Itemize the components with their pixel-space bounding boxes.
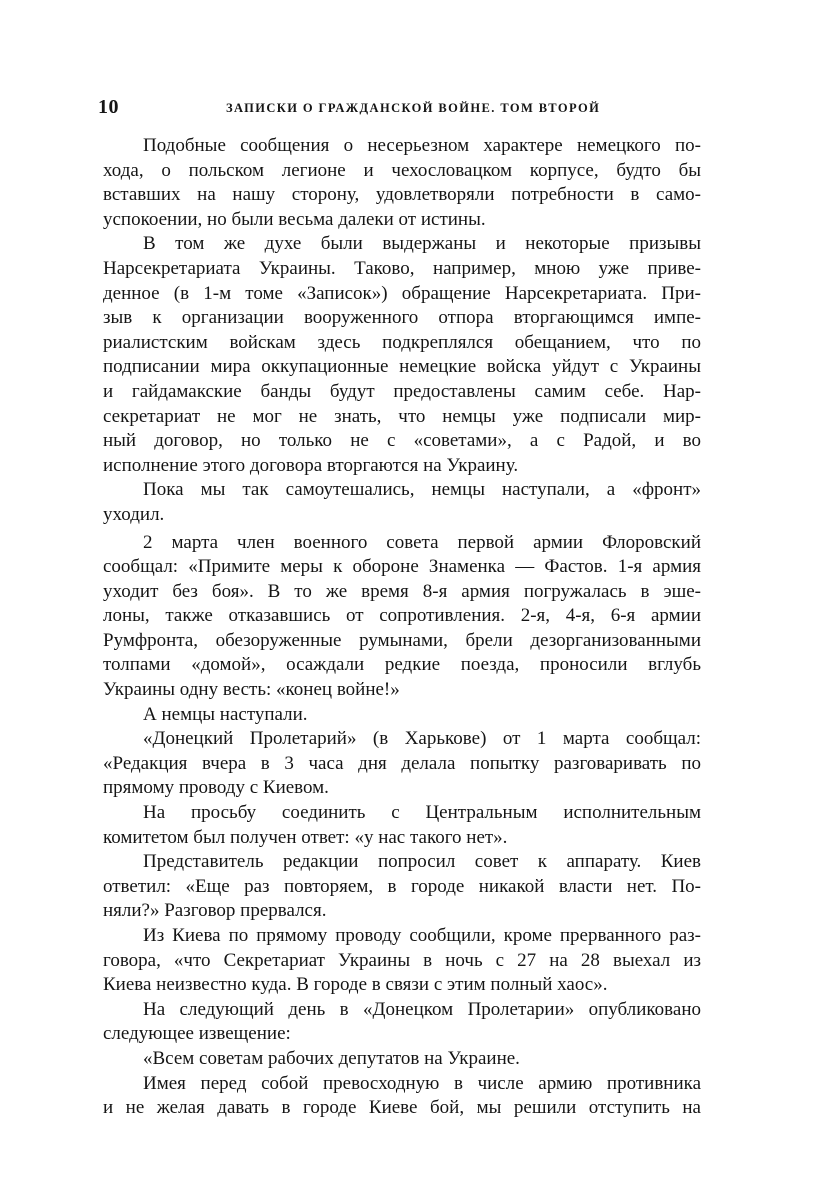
text-line: На просьбу соединить с Центральным исполнительным (143, 802, 701, 824)
text-line: следующее извещение: (103, 1023, 291, 1045)
text-line: Подобные сообщения о несерьезном характере немецкого по- (143, 135, 701, 156)
text-line: сообщал: «Примите меры к обороне Знаменка — Фастов. 1-я армия (103, 556, 701, 578)
text-line: Имея перед собой превосходную в числе армию противника (143, 1072, 701, 1094)
text-line: Киева неизвестно куда. В городе в связи с этим полный хаос». (103, 974, 608, 996)
text-line: В том же духе были выдержаны и некоторые призывы (143, 233, 701, 255)
text-line: уходил. (103, 503, 165, 525)
text-line: исполнение этого договора вторгаются на Украину. (103, 454, 519, 476)
text-line: хода, о польском легионе и чехословацком корпусе, будто бы (103, 159, 701, 181)
text-line: «Всем советам рабочих депутатов на Украине. (143, 1047, 520, 1069)
text-line: успокоении, но были весьма далеки от истины. (103, 208, 486, 230)
text-line: толпами «домой», осаждали редкие поезда, проносили вглубь (103, 654, 701, 676)
text-line: Пока мы так самоутешались, немцы наступали, а «фронт» (143, 479, 701, 501)
running-title: ЗАПИСКИ О ГРАЖДАНСКОЙ ВОЙНЕ. ТОМ ВТОРОЙ (226, 101, 601, 115)
text-line: Румфронта, обезоруженные румынами, брели дезорганизованными (103, 629, 701, 651)
page-header (98, 96, 708, 120)
text-line: и гайдамакские банды будут предоставлены самим себе. Нар- (103, 380, 701, 402)
text-line: Из Киева по прямому проводу сообщили, кроме прерванного раз- (143, 925, 701, 946)
text-line: няли?» Разговор прервался. (103, 900, 327, 922)
text-line: уходит без боя». В то же время 8-я армия погружалась в эше- (103, 580, 701, 602)
text-line: «Донецкий Пролетарий» (в Харькове) от 1 марта сообщал: (143, 728, 701, 750)
text-line: 2 марта член военного совета первой армии Флоровский (143, 531, 701, 553)
text-line: прямому проводу с Киевом. (103, 777, 329, 799)
text-line: секретариат не мог не знать, что немцы уже подписали мир- (103, 405, 701, 427)
text-line: денное (в 1-м томе «Записок») обращение Нарсекретариата. При- (103, 282, 701, 304)
text-line: зыв к организации вооруженного отпора вторгающимся импе- (103, 307, 701, 329)
text-line: подписании мира оккупационные немецкие войска уйдут с Украины (103, 356, 701, 378)
text-line: и не желая давать в городе Киеве бой, мы решили отступить на (103, 1097, 701, 1119)
text-line: Украины одну весть: «конец войне!» (103, 679, 400, 701)
text-line: лоны, также отказавшись от сопротивления. 2-я, 4-я, 6-я армии (103, 605, 701, 627)
text-line: говора, «что Секретариат Украины в ночь с 27 на 28 выехал из (103, 949, 701, 971)
text-line: ный договор, но только не с «советами», а с Радой, и во (103, 430, 701, 452)
text-line: комитетом был получен ответ: «у нас такого нет». (103, 826, 508, 848)
text-line: риалистским войскам здесь подкреплялся обещанием, что по (103, 331, 701, 353)
text-line: вставших на нашу сторону, удовлетворяли потребности в само- (103, 184, 701, 206)
text-line: ответил: «Еще раз повторяем, в городе никакой власти нет. По- (103, 875, 701, 897)
page-number: 10 (98, 96, 119, 118)
text-line: «Редакция вчера в 3 часа дня делала попытку разговаривать по (103, 752, 701, 774)
text-line: Нарсекретариата Украины. Таково, например, мною уже приве- (103, 257, 701, 279)
text-line: На следующий день в «Донецком Пролетарии» опубликовано (143, 998, 701, 1020)
text-line: А немцы наступали. (143, 703, 308, 725)
text-line: Представитель редакции попросил совет к аппарату. Киев (143, 851, 701, 873)
body-text (103, 134, 701, 1121)
